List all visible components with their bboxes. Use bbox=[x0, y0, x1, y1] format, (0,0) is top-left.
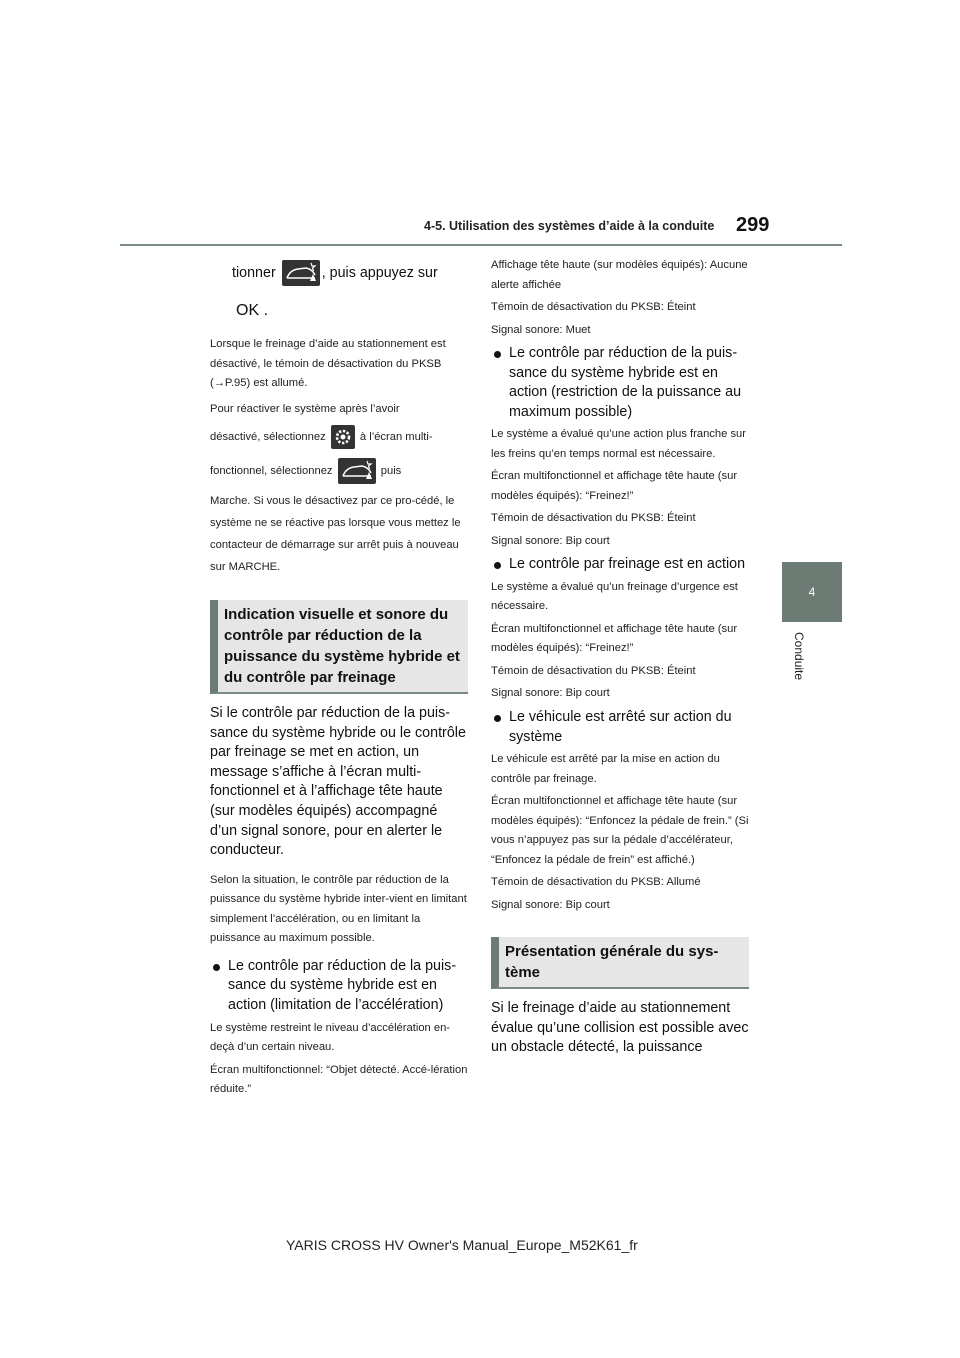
parking-support-brake-icon-2 bbox=[338, 458, 376, 484]
parking-support-brake-icon bbox=[282, 260, 320, 286]
overview-paragraph: Si le freinage d’aide au stationnement évalue qu’une collision est possible avec un obstacle détecté, la puissance bbox=[491, 1000, 749, 1056]
chapter-tab: 4 bbox=[782, 562, 842, 622]
section-heading-indication: Indication visuelle et sonore du contrôle par réduction de la puissance du système hybride et du contrôle par freinage bbox=[210, 600, 468, 694]
intro-text-b: , puis appuyez sur bbox=[321, 264, 438, 281]
settings-gear-icon bbox=[331, 425, 355, 449]
para2-line2-a: désactivé, sélectionnez bbox=[210, 431, 326, 443]
para2-line3 bbox=[210, 455, 468, 487]
bullet4-detail-1: Le véhicule est arrêté par la mise en action du contrôle par freinage. bbox=[491, 753, 720, 785]
bullet3-detail-1: Le système a évalué qu’un freinage d’urgence est nécessaire. bbox=[491, 580, 738, 613]
para1-text: Lorsque le freinage d’aide au stationnement est désactivé, le témoin de désactivation du PKSB ( bbox=[210, 338, 446, 389]
bullet4-detail-3: Témoin de désactivation du PKSB: Allumé bbox=[491, 876, 701, 889]
page-reference: →P.95 bbox=[213, 377, 247, 389]
bullet2-detail-1: Le système a évalué qu’une action plus franche sur les freins qu’en temps normal est nécessaire. bbox=[491, 428, 746, 460]
footer-manual-id: YARIS CROSS HV Owner's Manual_Europe_M52K61_fr bbox=[286, 1237, 638, 1253]
bullet-dot bbox=[213, 964, 220, 971]
section-title: 4-5. Utilisation des systèmes d’aide à la conduite bbox=[424, 219, 715, 233]
bullet1-text: Le contrôle par réduction de la puis-sance du système hybride est en action (limitation de l’accélération) bbox=[228, 957, 457, 1013]
para2-rest: Marche. Si vous le désactivez par ce pro-cédé, le système ne se réactive pas lorsque vous mettez le contacteur de démarrage sur arrêt puis à nouveau sur MARCHE. bbox=[210, 495, 461, 573]
bullet3-detail-4: Signal sonore: Bip court bbox=[491, 687, 610, 700]
bullet4-text: Le véhicule est arrêté sur action du système bbox=[509, 708, 732, 745]
ok-button-label: OK bbox=[236, 302, 260, 319]
bullet3-detail-3: Témoin de désactivation du PKSB: Éteint bbox=[491, 664, 696, 677]
bullet2-detail-4: Signal sonore: Bip court bbox=[491, 534, 610, 547]
main-paragraph: Si le contrôle par réduction de la puis-sance du système hybride ou le contrôle par freinage se met en action, un message s’affiche à l’écran multi-fonctionnel et à l’affichage tête haute (sur modèles équipés) accompagné d’un signal sonore, pour en alerter le conducteur. bbox=[210, 705, 466, 859]
section-heading-overview: Présentation générale du sys-tème bbox=[491, 937, 749, 989]
bullet-vehicle-stopped bbox=[491, 708, 749, 747]
intro-end: . bbox=[263, 302, 269, 319]
bullet-power-restriction bbox=[491, 344, 749, 422]
bullet-dot bbox=[494, 351, 501, 358]
para2-line2-b: à l’écran multi- bbox=[359, 431, 433, 443]
right-column bbox=[491, 256, 749, 1058]
bullet-dot bbox=[494, 715, 501, 722]
situation-paragraph: Selon la situation, le contrôle par réduction de la puissance du système hybride inter-vient en limitant simplement l’accélération, ou en limitant la puissance au maximum possible. bbox=[210, 873, 467, 945]
bullet1-detail-2: Écran multifonctionnel: “Objet détecté. Accé-lération réduite.” bbox=[210, 1063, 468, 1096]
para2-line3-a: fonctionnel, sélectionnez bbox=[210, 465, 333, 477]
bullet1-detail-1: Le système restreint le niveau d’accélération en-deçà d’un certain niveau. bbox=[210, 1021, 451, 1054]
buzzer-mute: Signal sonore: Muet bbox=[491, 323, 591, 336]
bullet-acceleration-limit bbox=[210, 957, 468, 1016]
intro-line-1 bbox=[210, 260, 468, 286]
intro-line-2 bbox=[210, 301, 468, 321]
header-divider bbox=[120, 244, 842, 246]
bullet3-detail-2: Écran multifonctionnel et affichage tête haute (sur modèles équipés): “Freinez!” bbox=[491, 622, 738, 655]
bullet3-text: Le contrôle par freinage est en action bbox=[509, 556, 746, 573]
pksb-indicator-off: Témoin de désactivation du PKSB: Éteint bbox=[491, 301, 696, 313]
bullet4-detail-4: Signal sonore: Bip court bbox=[491, 898, 610, 911]
bullet2-detail-3: Témoin de désactivation du PKSB: Éteint bbox=[491, 512, 696, 525]
bullet4-detail-2: Écran multifonctionnel et affichage tête haute (sur modèles équipés): “Enfoncez la pédale de frein.” (Si vous n’appuyez pas sur la pédale d’accélérateur, “Enfoncez la pédale de frein” est affiché.) bbox=[491, 795, 749, 866]
para2-line2 bbox=[210, 422, 468, 452]
left-column bbox=[210, 258, 468, 1103]
para2-line1: Pour réactiver le système après l’avoir bbox=[210, 402, 400, 415]
bullet-braking-control bbox=[491, 555, 749, 575]
bullet2-detail-2: Écran multifonctionnel et affichage tête haute (sur modèles équipés): “Freinez!” bbox=[491, 470, 738, 502]
chapter-label: Conduite bbox=[792, 632, 806, 681]
bullet-dot bbox=[494, 562, 501, 569]
page-number: 299 bbox=[736, 214, 770, 236]
hud-no-alert: Affichage tête haute (sur modèles équipés): Aucune alerte affichée bbox=[491, 259, 748, 291]
paragraph-disabled-status bbox=[210, 335, 468, 394]
bullet2-text: Le contrôle par réduction de la puis-sance du système hybride est en action (restriction de la puissance au maximum possible) bbox=[509, 345, 742, 420]
para1-end: ) est allumé. bbox=[246, 377, 308, 389]
para2-line3-b: puis bbox=[380, 465, 402, 477]
intro-text-a: tionner bbox=[232, 264, 276, 281]
